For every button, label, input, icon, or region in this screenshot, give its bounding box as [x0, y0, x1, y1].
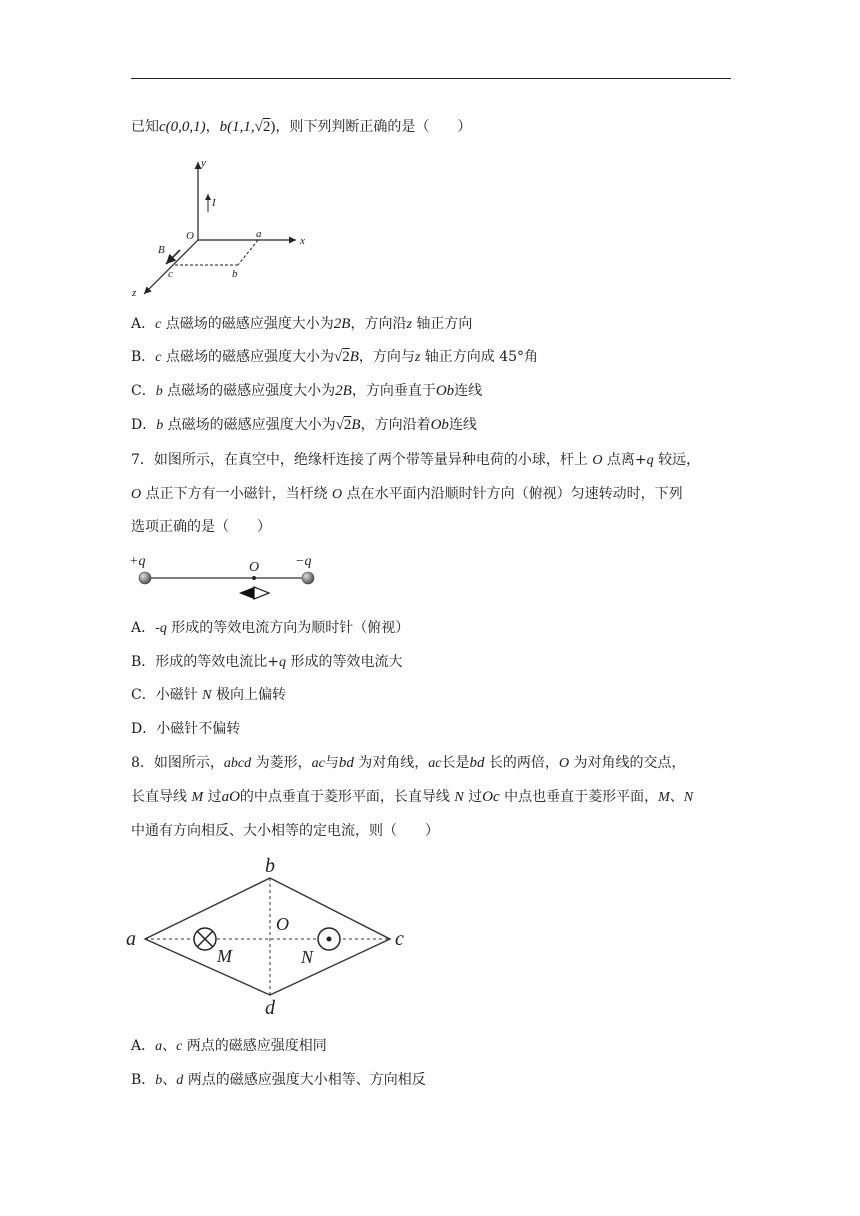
q6-option-a[interactable]: A．c 点磁场的磁感应强度大小为2B，方向沿z 轴正方向: [131, 316, 473, 332]
label-wire-N: N: [301, 947, 314, 967]
pivot-point-O: [252, 576, 256, 580]
label-x: x: [300, 235, 305, 247]
q7-option-d[interactable]: D．小磁针不偏转: [131, 721, 241, 737]
label-a: a: [256, 228, 262, 240]
q6-c-coord: c(0,0,1): [159, 119, 206, 135]
q8-rhombus-figure: [125, 852, 415, 1017]
q7-stem-line3: 选项正确的是（ ）: [131, 519, 271, 535]
q8-stem-line2: 长直导线 M 过aO的中点垂直于菱形平面，长直导线 N 过Oc 中点也垂直于菱形平面，M、N: [131, 789, 694, 805]
label-c: c: [168, 268, 173, 280]
q7-option-b[interactable]: B．形成的等效电流比+q 形成的等效电流大: [131, 654, 403, 670]
label-z: z: [132, 287, 137, 299]
negative-ball: [302, 572, 314, 584]
q6-stem-pre: 已知: [131, 119, 159, 135]
q8-option-a[interactable]: A．a、c 两点的磁感应强度相同: [131, 1038, 327, 1054]
q7-rod-figure: [128, 548, 328, 606]
q8-stem-line1: 8．如图所示，abcd 为菱形，ac与bd 为对角线，ac长是bd 长的两倍，O 为对角线的交点，: [131, 755, 686, 771]
label-y: y: [201, 157, 206, 169]
label-plus-q: +q: [129, 554, 146, 569]
label-wire-M: M: [217, 946, 232, 966]
q7-option-a[interactable]: A．-q 形成的等效电流方向为顺时针（俯视）: [131, 620, 410, 636]
q6-option-b[interactable]: B．c 点磁场的磁感应强度大小为√2B，方向与z 轴正方向成 45°角: [131, 349, 539, 365]
field-arrow: [166, 250, 180, 264]
label-vertex-d: d: [265, 997, 275, 1019]
label-b: b: [232, 268, 238, 280]
q7-stem-line2: O 点正下方有一小磁针，当杆绕 O 点在水平面内沿顺时针方向（俯视）匀速转动时，下列: [131, 486, 683, 502]
q6-axes-figure: [130, 150, 320, 300]
label-minus-q: −q: [295, 554, 312, 569]
q7-stem-line1: 7．如图所示，在真空中，绝缘杆连接了两个带等量异种电荷的小球，杆上 O 点离+q 较远，: [131, 452, 701, 468]
q8-stem-line3: 中通有方向相反、大小相等的定电流，则（ ）: [131, 823, 439, 839]
q6-option-c[interactable]: C．b 点磁场的磁感应强度大小为2B，方向垂直于Ob连线: [131, 383, 483, 399]
q6-stem-post: ，则下列判断正确的是（ ）: [275, 119, 472, 135]
q6-b-coord: b(1,1,√2): [219, 119, 276, 135]
header-rule: [131, 78, 731, 79]
rhombus-outline: [145, 878, 390, 995]
q8-option-b[interactable]: B．b、d 两点的磁感应强度大小相等、方向相反: [131, 1072, 426, 1088]
magnetic-needle: [239, 587, 269, 599]
label-center-O: O: [276, 914, 289, 934]
label-vertex-b: b: [265, 855, 275, 877]
label-O: O: [186, 230, 194, 242]
label-vertex-a: a: [126, 928, 136, 950]
positive-ball: [139, 572, 151, 584]
q6-sep: ，: [205, 119, 220, 135]
dash-ab: [238, 240, 258, 265]
q7-option-c[interactable]: C．小磁针 N 极向上偏转: [131, 687, 286, 703]
label-rod-O: O: [249, 560, 260, 575]
z-axis: [144, 240, 198, 294]
label-I: I: [212, 197, 216, 209]
label-B: B: [158, 244, 165, 256]
wire-N-out-of-page: [318, 928, 340, 950]
wire-M-into-page: [194, 928, 216, 950]
q6-stem: [131, 117, 471, 137]
label-vertex-c: c: [395, 928, 404, 950]
q6-option-d[interactable]: D．b 点磁场的磁感应强度大小为√2B，方向沿着Ob连线: [131, 417, 477, 433]
